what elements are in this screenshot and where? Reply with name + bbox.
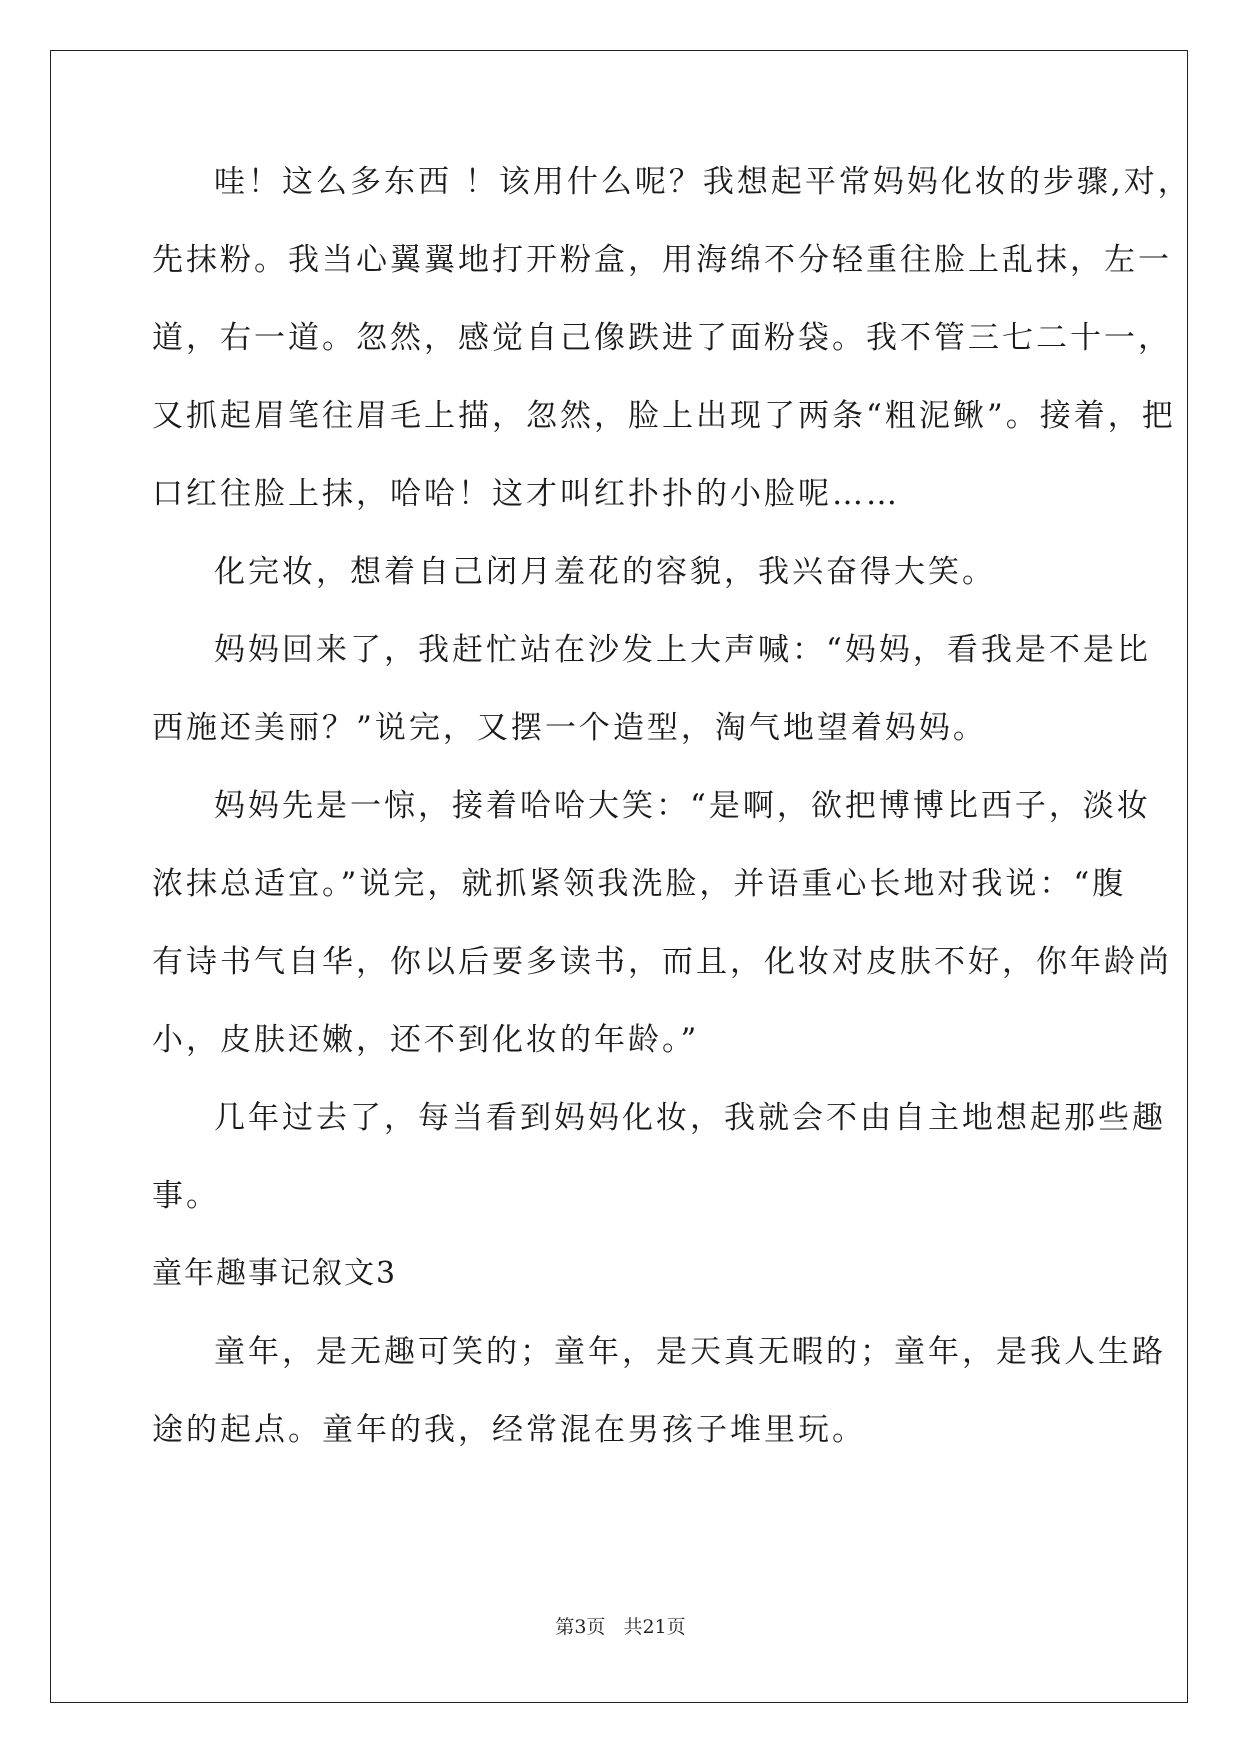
text-line: 童年，是无趣可笑的；童年，是天真无暇的；童年，是我人生路 <box>214 1334 1166 1370</box>
page-number: 第3页 <box>555 1616 606 1638</box>
text-line: 途的起点。童年的我，经常混在男孩子堆里玩。 <box>152 1412 866 1448</box>
text-line: 口红往脸上抹，哈哈！这才叫红扑扑的小脸呢…… <box>152 476 900 512</box>
page-footer <box>0 1612 1241 1639</box>
text-line: 先抹粉。我当心翼翼地打开粉盒，用海绵不分轻重往脸上乱抹，左一 <box>152 242 1172 278</box>
text-line: 哇！这么多东西 ！该用什么呢？我想起平常妈妈化妆的步骤,对， <box>214 164 1192 200</box>
text-line: 小，皮肤还嫩，还不到化妆的年龄。” <box>152 1022 700 1058</box>
text-line: 有诗书气自华，你以后要多读书，而且，化妆对皮肤不好，你年龄尚 <box>152 944 1172 980</box>
text-line: 浓抹总适宜。”说完，就抓紧领我洗脸，并语重心长地对我说：“腹 <box>152 866 1127 902</box>
text-line: 事。 <box>152 1178 220 1214</box>
text-line: 西施还美丽？”说完，又摆一个造型，淘气地望着妈妈。 <box>152 710 987 746</box>
text-line: 又抓起眉笔往眉毛上描，忽然，脸上出现了两条“粗泥鳅”。接着，把 <box>152 398 1176 434</box>
page-total: 共21页 <box>623 1616 686 1638</box>
text-line: 妈妈先是一惊，接着哈哈大笑：“是啊，欲把博博比西子，淡妆 <box>214 788 1151 824</box>
text-line: 几年过去了，每当看到妈妈化妆，我就会不由自主地想起那些趣 <box>214 1100 1166 1136</box>
text-line: 化完妆，想着自己闭月羞花的容貌，我兴奋得大笑。 <box>214 554 996 590</box>
text-line: 道，右一道。忽然，感觉自己像跌进了面粉袋。我不管三七二十一， <box>152 320 1172 356</box>
section-heading: 童年趣事记叙文3 <box>152 1256 398 1291</box>
text-line: 妈妈回来了，我赶忙站在沙发上大声喊：“妈妈，看我是不是比 <box>214 632 1151 668</box>
